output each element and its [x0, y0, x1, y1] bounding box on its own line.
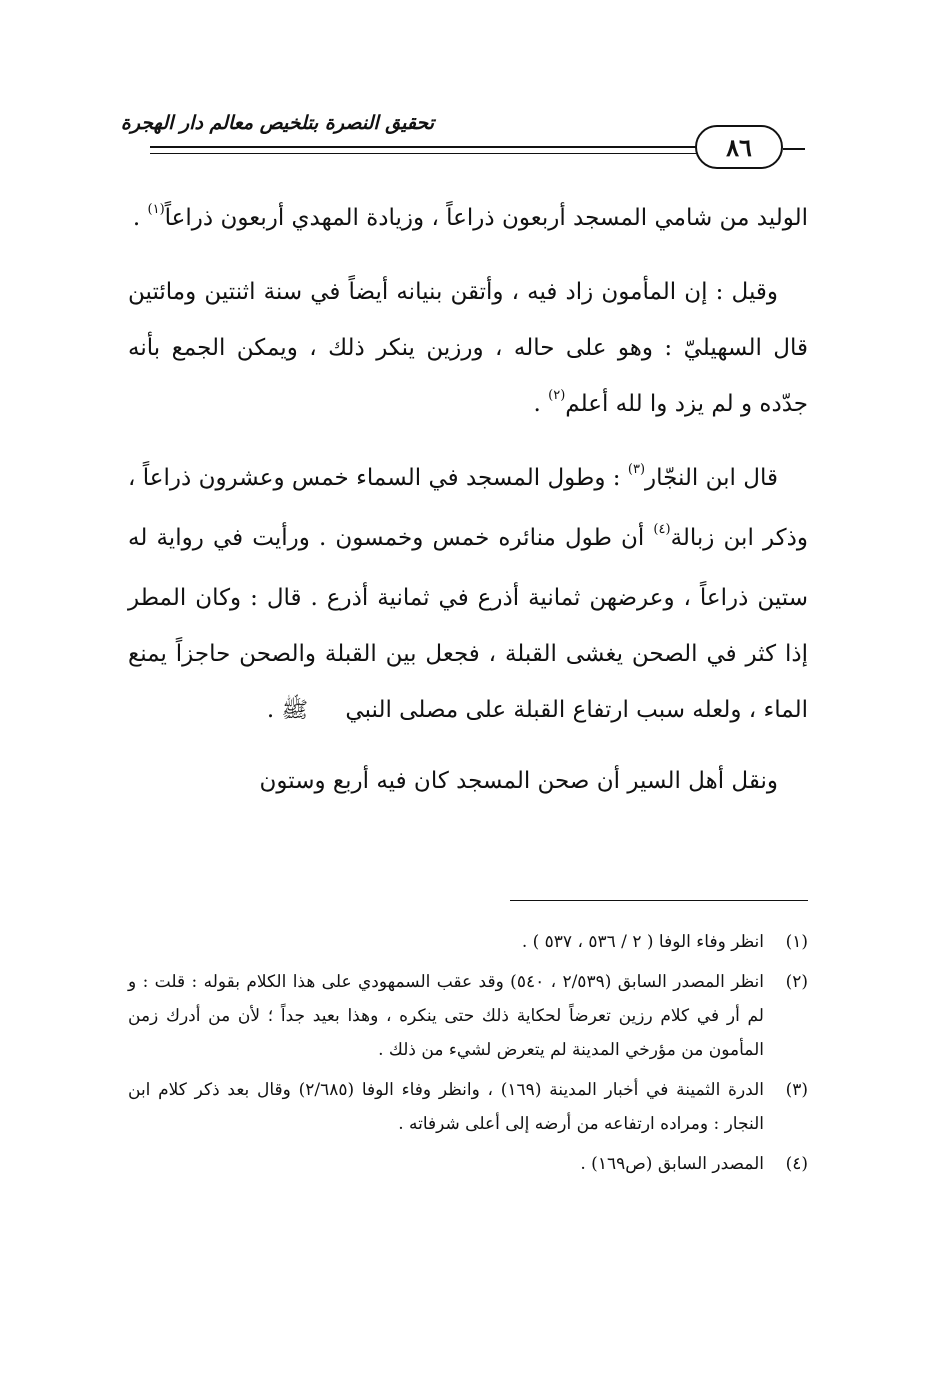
paragraph-3 — [128, 450, 808, 739]
paragraph-3-end: . — [266, 697, 282, 723]
footnote-separator — [510, 900, 808, 901]
paragraph-4-text: ونقل أهل السير أن صحن المسجد كان فيه أربع وستون — [259, 768, 778, 794]
paragraph-2-text: وقيل : إن المأمون زاد فيه ، وأتقن بنيانه أيضاً في سنة اثنتين ومائتين قال السهيليّ : وهو على حاله ، ورزين ينكر ذلك ، ويمكن الجمع بأنه جدّده و لم يزد وا لله أعلم — [128, 279, 808, 417]
paragraph-3-text-a: قال ابن النجّار — [645, 465, 778, 491]
running-title: تحقيق النصرة بتلخيص معالم دار الهجرة — [120, 112, 434, 134]
paragraph-1-text: الوليد من شامي المسجد أربعون ذراعاً ، وزيادة المهدي أربعون ذراعاً — [164, 205, 808, 231]
footnote-ref-1: (١) — [147, 202, 165, 217]
footnote-number: (٣) — [785, 1080, 808, 1100]
footnote-number: (٢) — [785, 972, 808, 992]
paragraph-3-text-b: : وطول المسجد في السماء خمس وعشرون ذراعاً ، وذكر ابن زبالة — [128, 465, 808, 551]
footnote-text: الدرة الثمينة في أخبار المدينة (١٦٩) ، وانظر وفاء الوفا (٢/٦٨٥) وقال بعد ذكر كلام ابن النجار : ومراده ارتفاعه من أرضه إلى أعلى شرفاته . — [128, 1080, 764, 1134]
footnote-number: (١) — [785, 932, 808, 952]
paragraph-3-text-c: أن طول منائره خمس وخمسون . ورأيت في رواية له ستين ذراعاً ، وعرضهن ثمانية أذرع في ثمانية أذرع . قال : وكان المطر إذا كثر في الصحن يغشى القبلة ، فجعل بين القبلة والصحن حاجزاً يمنع الماء ، ولعله سبب ارتفاع القبلة على مصلى النبي — [128, 525, 808, 723]
footnote-text: انظر وفاء الوفا ( ٢ / ٥٣٦ ، ٥٣٧ ) . — [521, 932, 764, 952]
paragraph-1-end: . — [132, 205, 148, 231]
main-text — [128, 190, 808, 823]
salutation-seal-icon: ﷺ — [281, 698, 309, 723]
footnote-number: (٤) — [785, 1154, 808, 1174]
paragraph-1 — [128, 190, 808, 250]
footnotes — [128, 925, 808, 1187]
header-rule — [150, 146, 698, 148]
paragraph-2-end: . — [533, 391, 549, 417]
footnote-2 — [128, 965, 808, 1067]
footnote-4 — [128, 1147, 808, 1181]
footnote-ref-4: (٤) — [653, 522, 671, 537]
footnote-text: المصدر السابق (ص١٦٩) . — [580, 1154, 764, 1174]
footnote-1 — [128, 925, 808, 959]
footnote-ref-3: (٣) — [627, 462, 646, 477]
page-number: ٨٦ — [695, 125, 783, 169]
paragraph-4 — [128, 753, 808, 809]
header-rule-tail — [783, 148, 805, 150]
footnote-3 — [128, 1073, 808, 1141]
footnote-ref-2: (٢) — [548, 388, 566, 403]
footnote-text: انظر المصدر السابق (٢/٥٣٩ ، ٥٤٠) وقد عقب السمهودي على هذا الكلام بقوله : قلت : و لم أر في كلام رزين تعرضاً لحكاية ذلك حتى ينكره ، وهذا بعيد جداً ؛ لأن من أدرك زمن المأمون من مؤرخي المدينة لم يتعرض لشيء من ذلك . — [128, 972, 764, 1060]
header-rule-thin — [150, 153, 698, 154]
paragraph-2 — [128, 264, 808, 436]
